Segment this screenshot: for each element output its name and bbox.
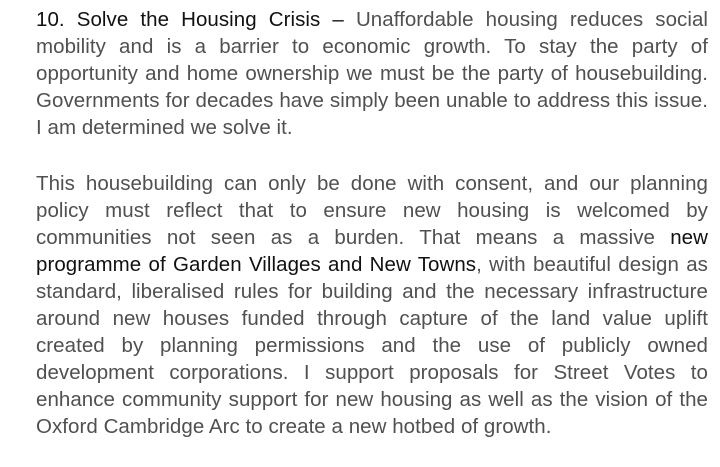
paragraph-1-text: Unaffordable housing reduces social mobility and is a barrier to economic growth. To stay the party of opportunity and home ownership we must be the party of housebuilding. Governments for decades have simply been unable to address this issue. I am determined we solve it. (36, 8, 709, 139)
paragraph-1 (36, 6, 708, 141)
paragraph-2-text-after: , with beautiful design as standard, liberalised rules for building and the necessary infrastructure around new houses funded through capture of the land value uplift created by planning permissions and the use of publicly owned development corporations. I support proposals for Street Votes to enhance community support for new housing as well as the vision of the Oxford Cambridge Arc to create a new hotbed of growth. (36, 253, 708, 438)
paragraph-2-text-before: This housebuilding can only be done with consent, and our planning policy must reflect that to ensure new housing is welcomed by communities not seen as a burden. That means a massive (36, 172, 708, 249)
garden-villages-highlight: new programme of Garden Villages and New Towns (36, 226, 708, 276)
section-heading: 10. Solve the Housing Crisis – (36, 8, 344, 31)
paragraph-2 (36, 170, 708, 440)
